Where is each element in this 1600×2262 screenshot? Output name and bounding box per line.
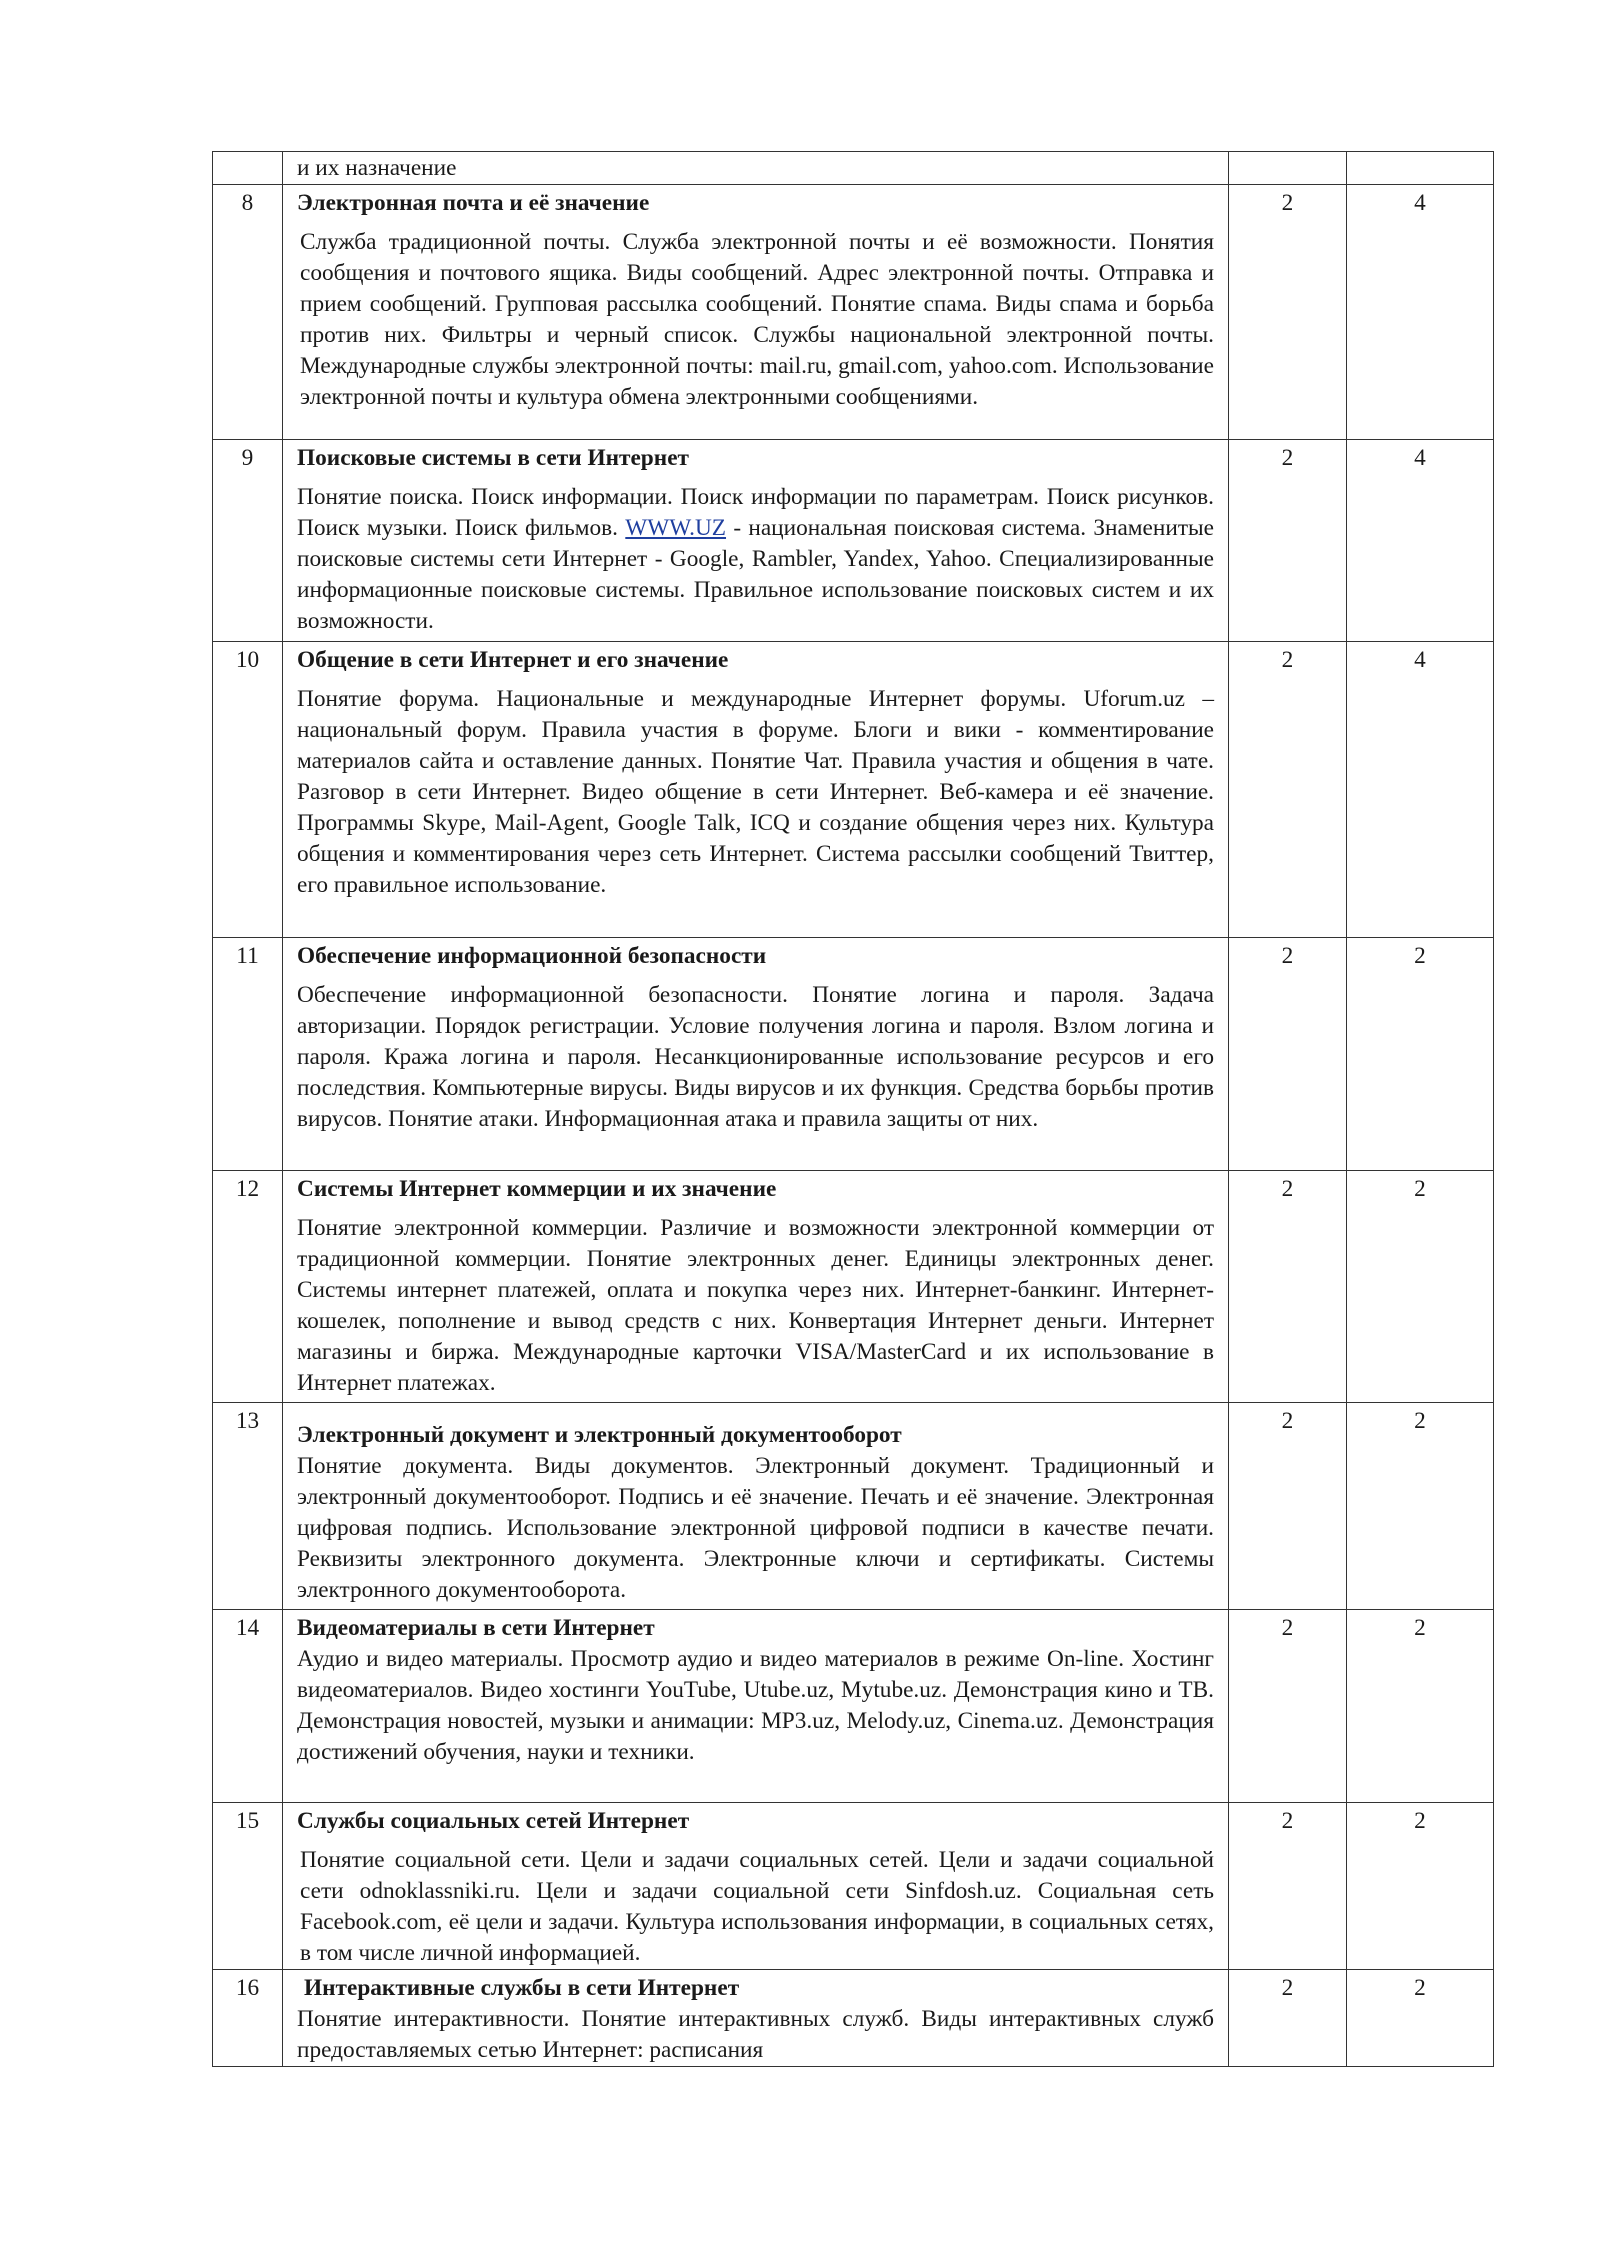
topic-cell — [283, 1403, 1229, 1610]
row-number: 12 — [213, 1171, 283, 1403]
table-row — [213, 440, 1494, 642]
hours-practice: 2 — [1347, 1171, 1494, 1403]
table-row — [213, 1970, 1494, 2067]
topic-cell — [283, 1610, 1229, 1803]
table-row — [213, 1171, 1494, 1403]
hours-practice: 2 — [1347, 1403, 1494, 1610]
table-row — [213, 642, 1494, 938]
topic-description — [297, 482, 1214, 637]
topic-cell — [283, 152, 1229, 185]
hours-theory: 2 — [1229, 185, 1347, 440]
hours-theory: 2 — [1229, 440, 1347, 642]
table-row — [213, 1610, 1494, 1803]
hours-theory: 2 — [1229, 1803, 1347, 1970]
topic-title: Обеспечение информационной безопасности — [297, 943, 767, 969]
table-row — [213, 938, 1494, 1171]
topic-description: Понятие электронной коммерции. Различие и возможности электронной коммерции от традиционной коммерции. Понятие электронных денег. Единицы электронных денег. Системы интернет платежей, оплата и покупка через них. Интернет-банкинг. Интернет-кошелек, пополнение и вывод средств с них. Конвертация Интернет деньги. Интернет магазины и биржа. Международные карточки VISA/MasterCard и их использование в Интернет платежах. — [297, 1215, 1214, 1396]
table-row — [213, 152, 1494, 185]
hours-theory: 2 — [1229, 1403, 1347, 1610]
curriculum-table — [212, 151, 1494, 2067]
hours-practice — [1347, 152, 1494, 185]
topic-cell — [283, 938, 1229, 1171]
hours-practice: 2 — [1347, 1610, 1494, 1803]
topic-title: Системы Интернет коммерции и их значение — [297, 1176, 777, 1202]
description-text: Понятие поиска. Поиск информации. Поиск информации по параметрам. Поиск рисунков. Поиск музыки. Поиск фильмов. — [297, 484, 1214, 541]
topic-title: Интерактивные службы в сети Интернет — [304, 1975, 740, 2001]
topic-title: Службы социальных сетей Интернет — [297, 1808, 690, 1834]
hours-theory: 2 — [1229, 938, 1347, 1171]
row-number: 9 — [213, 440, 283, 642]
topic-description: Понятие форума. Национальные и международные Интернет форумы. Uforum.uz – национальный форум. Правила участия в форуме. Блоги и вики - комментирование материалов сайта и оставление данных. Понятие Чат. Правила участия и общения в чате. Разговор в сети Интернет. Видео общение в сети Интернет. Веб-камера и её значение. Программы Skype, Mail-Agent, Google Talk, ICQ и создание общения через них. Культура общения и комментирования через сеть Интернет. Система рассылки сообщений Твиттер, его правильное использование. — [297, 686, 1214, 898]
topic-cell — [283, 1803, 1229, 1970]
topic-description: Обеспечение информационной безопасности. Понятие логина и пароля. Задача авторизации. Порядок регистрации. Условие получения логина и пароля. Взлом логина и пароля. Кража логина и пароля. Несанкционированные использование ресурсов и его последствия. Компьютерные вирусы. Виды вирусов и их функция. Средства борьбы против вирусов. Понятие атаки. Информационная атака и правила защиты от них. — [297, 982, 1214, 1132]
table-row — [213, 185, 1494, 440]
topic-cell — [283, 440, 1229, 642]
row-number: 15 — [213, 1803, 283, 1970]
topic-description: Понятие документа. Виды документов. Электронный документ. Традиционный и электронный документооборот. Подпись и её значение. Печать и её значение. Электронная цифровая подпись. Использование электронной цифровой подписи в качестве печати. Реквизиты электронного документа. Электронные ключи и сертификаты. Системы электронного документооборота. — [297, 1453, 1214, 1603]
topic-cell — [283, 1171, 1229, 1403]
row-number: 10 — [213, 642, 283, 938]
topic-description: и их назначение — [297, 155, 457, 181]
hours-theory: 2 — [1229, 1610, 1347, 1803]
topic-title: Электронная почта и её значение — [297, 190, 650, 216]
topic-title: Видеоматериалы в сети Интернет — [297, 1615, 655, 1641]
hours-practice: 4 — [1347, 440, 1494, 642]
hours-theory — [1229, 152, 1347, 185]
topic-title: Поисковые системы в сети Интернет — [297, 445, 689, 471]
table-row — [213, 1803, 1494, 1970]
hours-practice: 2 — [1347, 1803, 1494, 1970]
row-number: 14 — [213, 1610, 283, 1803]
hours-theory: 2 — [1229, 642, 1347, 938]
row-number: 13 — [213, 1403, 283, 1610]
topic-cell — [283, 642, 1229, 938]
hours-practice: 4 — [1347, 642, 1494, 938]
topic-title: Общение в сети Интернет и его значение — [297, 647, 729, 673]
hours-theory: 2 — [1229, 1171, 1347, 1403]
row-number: 11 — [213, 938, 283, 1171]
topic-description: Понятие интерактивности. Понятие интерактивных служб. Виды интерактивных служб предоставляемых сетью Интернет: расписания — [297, 2006, 1214, 2063]
hours-practice: 2 — [1347, 1970, 1494, 2067]
row-number: 16 — [213, 1970, 283, 2067]
row-number: 8 — [213, 185, 283, 440]
www-uz-link[interactable]: WWW.UZ — [625, 515, 727, 541]
hours-practice: 2 — [1347, 938, 1494, 1171]
topic-cell — [283, 185, 1229, 440]
table-row — [213, 1403, 1494, 1610]
topic-description: Служба традиционной почты. Служба электронной почты и её возможности. Понятия сообщения и почтового ящика. Виды сообщений. Адрес электронной почты. Отправка и прием сообщений. Групповая рассылка сообщений. Понятие спама. Виды спама и борьба против них. Фильтры и черный список. Службы национальной электронной почты. Международные службы электронной почты: mail.ru, gmail.com, yahoo.com. Использование электронной почты и культура обмена электронными сообщениями. — [300, 229, 1214, 410]
topic-description: Понятие социальной сети. Цели и задачи социальных сетей. Цели и задачи социальной сети odnoklassniki.ru. Цели и задачи социальной сети Sinfdosh.uz. Социальная сеть Facebook.com, её цели и задачи. Культура использования информации, в социальных сетях, в том числе личной информацией. — [300, 1847, 1214, 1966]
hours-theory: 2 — [1229, 1970, 1347, 2067]
topic-title: Электронный документ и электронный документооборот — [297, 1422, 902, 1448]
topic-description: Аудио и видео материалы. Просмотр аудио и видео материалов в режиме On-line. Хостинг видеоматериалов. Видео хостинги YouTube, Utube.uz, Mytube.uz. Демонстрация кино и ТВ. Демонстрация новостей, музыки и анимации: MP3.uz, Melody.uz, Cinema.uz. Демонстрация достижений обучения, науки и техники. — [297, 1646, 1214, 1765]
row-number — [213, 152, 283, 185]
hours-practice: 4 — [1347, 185, 1494, 440]
description-text: - национальная поисковая система. Знаменитые поисковые системы сети Интернет - Google, Rambler, Yandex, Yahoo. Специализированные информационные поисковые системы. Правильное использование поисковых систем и их возможности. — [297, 515, 1214, 634]
topic-cell — [283, 1970, 1229, 2067]
